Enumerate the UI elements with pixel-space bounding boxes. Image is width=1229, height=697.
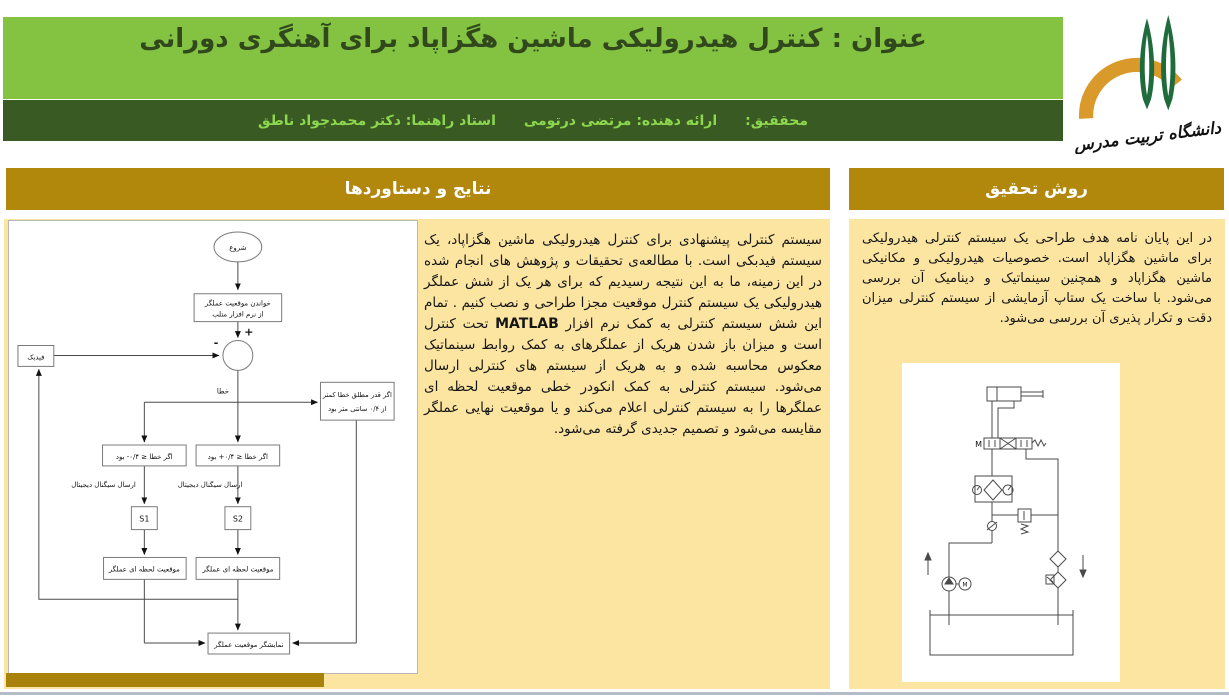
poster-title: عنوان : کنترل هیدرولیکی ماشین هگزاپاد برای آهنگری دورانی [139, 24, 927, 54]
credits-presenter: ارائه دهنده: مرتضی درتومی [523, 112, 718, 129]
relief-valve [1018, 509, 1031, 534]
results-text-part2: تحت کنترل است و میزان باز شدن هریک از عملگرهای به کمک روابط سینماتیک معکوس محاسبه شده و به هریک از سیستم های کنترلی ارسال می‌شود. سیستم کنترلی به کمک انکودر خطی موقعیت لحظه ای عملگرها را به سیستم کنترلی اعلام می‌کند و یا موقعیت نهایی عملگر مقایسه می‌شود و تصمیم جدیدی گرفته می‌شود. [424, 316, 822, 437]
flow-down-arrow [1080, 555, 1086, 577]
flowchart-s1-label: S1 [139, 514, 150, 524]
logo-university-name: دانشگاه تربیت مدرس [1072, 117, 1222, 154]
title-band [3, 17, 1063, 99]
return-filter [1046, 551, 1066, 625]
directional-control-valve [984, 438, 1046, 449]
method-paragraph: در این پایان نامه هدف طراحی یک سیستم کنترلی هیدرولیکی برای ماشین هگزاپاد است. خصوصیات هیدرولیکی و مکانیکی ماشین هگزاپاد و همچنین سینماتیک و دینامیک آن بررسی می‌شود. با ساخت یک ستاپ آزمایشی از سیستم کنترلی میزان دقت و تکرار پذیری آن بررسی می‌شود. [862, 231, 1212, 326]
flowchart-neg-condition-label: اگر خطا ≤ ۰/۴- بود [115, 452, 173, 461]
valve-solenoid-label: M [975, 440, 982, 449]
flowchart-send-signal-left-label: ارسال سیگنال دیجیتال [71, 480, 136, 489]
cylinder-port-lines [992, 401, 1014, 438]
university-logo-graphic [1072, 2, 1224, 154]
control-flowchart-panel [8, 220, 418, 674]
control-flowchart [9, 221, 417, 673]
credits-label: محققیق: [745, 112, 809, 129]
valve-spring [1032, 440, 1046, 446]
section-header-results [6, 168, 830, 210]
credits-supervisor: استاد راهنما: دکتر محمدجواد ناطق [257, 112, 496, 129]
results-heading: نتایج و دستاوردها [344, 179, 492, 199]
university-logo [1072, 2, 1224, 154]
results-paragraph [424, 230, 822, 440]
hydraulic-cylinder [987, 387, 1043, 401]
flowchart-abs-line1: اگر قدر مطلق خطا کمتر [322, 391, 392, 400]
check-valve [987, 522, 997, 531]
return-line [992, 449, 1058, 551]
flowchart-start-label: شروع [229, 243, 247, 252]
hydraulic-pump [942, 577, 956, 591]
flowchart-plus-sign: + [244, 325, 254, 339]
flowchart-s2-label: S2 [232, 514, 243, 524]
matlab-word: MATLAB [495, 316, 559, 332]
flowchart-read-line2: از نرم افزار متلب [212, 310, 264, 319]
flowchart-instant-position-left-label: موقعیت لحظه ای عملگر [108, 565, 180, 574]
flowchart-pos-condition-label: اگر خطا ≤ ۰/۴+ بود [207, 452, 268, 461]
flowchart-abs-line2: از ۰/۴ سانتی متر بود [328, 405, 387, 414]
method-heading: روش تحقیق [985, 179, 1088, 199]
flow-up-arrow [925, 553, 931, 575]
page-bottom-rule [0, 692, 1229, 695]
section-header-method [849, 168, 1224, 210]
flowchart-read-line1: خواندن موقعیت عملگر [204, 299, 271, 308]
flowchart-position-display-label: نمایشگر موقعیت عملگر [214, 641, 284, 650]
hydraulic-circuit-diagram [902, 363, 1120, 682]
flowchart-send-signal-right-label: ارسال سیگنال دیجیتال [177, 480, 243, 489]
flowchart-instant-position-right-label: موقعیت لحظه ای عملگر [202, 565, 274, 574]
oil-tank [930, 610, 1073, 655]
pressure-line [949, 449, 992, 625]
flowchart-minus-sign: - [213, 336, 219, 350]
hydraulic-circuit-panel [902, 363, 1120, 682]
flowchart-error-label: خطا [216, 387, 230, 396]
flowchart-sum-junction [223, 341, 253, 371]
credits-band [3, 100, 1063, 141]
flowchart-abs-error-box [320, 382, 394, 420]
results-text-part1: سیستم کنترلی پیشنهادی برای کنترل هیدرولیکی ماشین هگزاپاد، یک سیستم فیدبکی است. با مطالعه‌ی تحقیقات و پژوهش های انجام شده در این زمینه، ما به این نتیجه رسیدیم که برای هر یک از شش عملگر هیدرولیکی یک سیستم کنترل موقعیت مجزا طراحی و نصب کنیم . تمام این شش سیستم کنترلی به کمک نرم افزار [424, 232, 822, 332]
motor-label: M [962, 581, 968, 589]
flowchart-feedback-label: فیدبک [27, 353, 45, 362]
footer-accent-bar [6, 673, 324, 687]
filter-gauge-block [973, 476, 1014, 502]
